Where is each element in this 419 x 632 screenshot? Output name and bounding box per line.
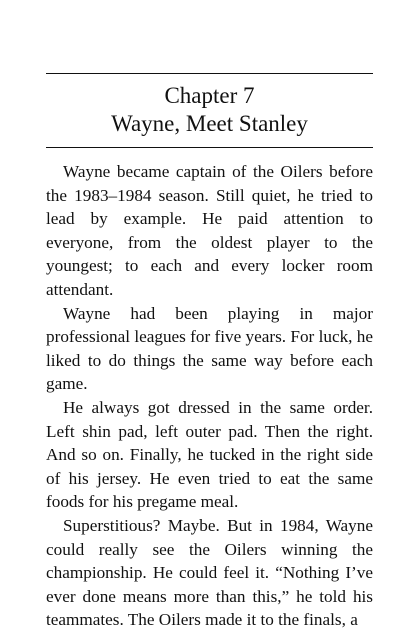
chapter-number: Chapter 7 xyxy=(164,83,255,108)
paragraph: Wayne became captain of the Oilers before the 1983–1984 season. Still quiet, he tried to lead by example. He paid attention to everyone, from the oldest player to the youngest; to each and every locker room attendant. xyxy=(46,162,373,299)
paragraph: Wayne had been playing in major professional leagues for five years. For luck, he liked to do things the same way before each game. xyxy=(46,303,373,394)
chapter-title: Wayne, Meet Stanley xyxy=(111,111,308,136)
body-text xyxy=(46,160,373,632)
top-rule xyxy=(46,73,373,74)
chapter-heading xyxy=(46,82,373,138)
paragraph: Superstitious? Maybe. But in 1984, Wayne could really see the Oilers winning the championship. He could feel it. “Nothing I’ve ever done means more than this,” he told his teammates. The Oilers made it to the finals, a xyxy=(46,515,373,630)
bottom-rule xyxy=(46,147,373,148)
paragraph: He always got dressed in the same order. Left shin pad, left outer pad. Then the right. And so on. Finally, he tucked in the right side of his jersey. He even tried to eat the same foods for his pregame meal. xyxy=(46,397,373,512)
